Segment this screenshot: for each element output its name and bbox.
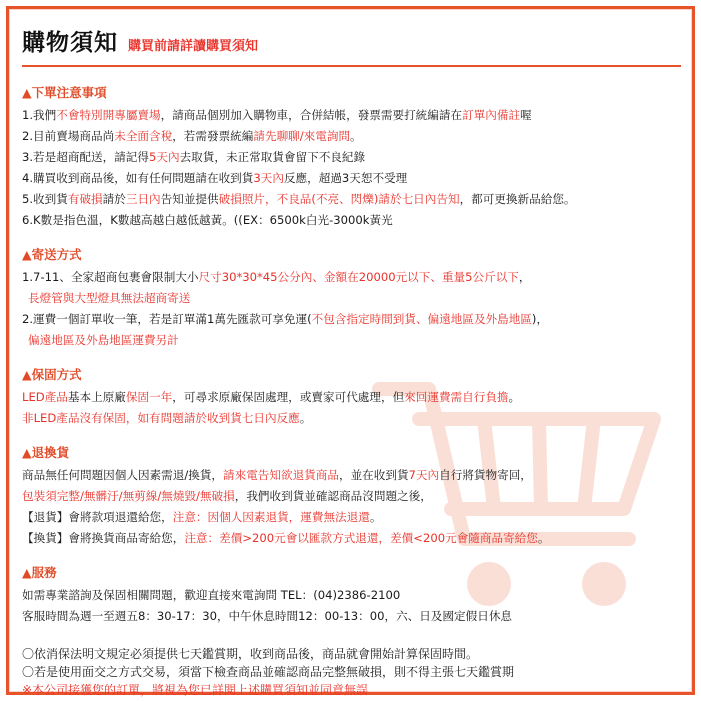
section-warranty	[22, 365, 687, 429]
returns-line-1: 商品無任何問題因個人因素需退/換貨，請來電告知欲退貨商品，並在收到貨7天內自行將貨物寄回，	[22, 468, 532, 482]
shipping-line-3: 2.運費一個訂單收一筆，若是訂單滿1萬先匯款可享免運(不包含指定時間到貨、偏遠地區及外島地區)，	[22, 312, 549, 326]
service-line-1: 如需專業諮詢及保固相關問題，歡迎直接來電詢問 TEL：(04)2386-2100	[22, 588, 401, 602]
section-returns	[22, 443, 687, 549]
order-line-4: 4.購買收到商品後，如有任何問題請在收到貨3天內反應，超過3天恕不受理	[22, 171, 408, 185]
section-order-notes	[22, 83, 687, 231]
shipping-line-4: 偏遠地區及外島地區運費另計	[28, 333, 179, 347]
page-subtitle: 購買前請詳讀購買須知	[128, 39, 259, 54]
returns-line-2: 包裝須完整/無髒汙/無剪線/無燒毀/無破損，我們收到貨並確認商品沒問題之後，	[22, 489, 432, 503]
order-line-1: 1.我們不會特別開專屬賣場，請商品個別加入購物車，合併結帳，發票需要打統編請在訂單內備註喔	[22, 108, 532, 122]
shipping-line-2: 長燈管與大型燈具無法超商寄送	[28, 291, 191, 305]
note-face-to-face: 〇若是使用面交之方式交易，須當下檢查商品並確認商品完整無破損，則不得主張七天鑑賞期	[22, 665, 515, 679]
page-title: 購物須知	[22, 30, 118, 56]
returns-line-4: 【換貨】會將換貨商品寄給您，注意：差價>200元會以匯款方式退還，差價<200元會隨商品寄給您。	[22, 531, 550, 545]
section-service	[22, 563, 687, 627]
returns-line-3: 【退貨】會將款項退還給您，注意：因個人因素退貨，運費無法退還。	[22, 510, 382, 524]
policy-notes	[22, 645, 687, 699]
shipping-line-1: 1.7-11、全家超商包裹會限制大小尺寸30*30*45公分內、金額在20000元以下、重量5公斤以下，	[22, 270, 531, 284]
section-heading: ▲寄送方式	[22, 247, 82, 262]
section-heading: ▲服務	[22, 565, 57, 580]
order-line-3: 3.若是超商配送，請記得5天內去取貨，未正常取貨會留下不良紀錄	[22, 150, 366, 164]
title-divider	[22, 65, 681, 67]
service-line-2: 客服時間為週一至週五8：30-17：30，中午休息時間12：00-13：00，六、日及國定假日休息	[22, 609, 513, 623]
warranty-line-1: LED產品基本上原廠保固一年，可尋求原廠保固處理，或賣家可代處理，但來回運費需自行負擔。	[22, 390, 521, 404]
title-row	[22, 24, 687, 57]
section-shipping	[22, 245, 687, 351]
order-line-5: 5.收到貨有破損請於三日內告知並提供破損照片，不良品(不亮、閃爍)請於七日內告知，都可更換新品給您。	[22, 192, 576, 206]
order-line-6: 6.K數是指色溫，K數越高越白越低越黃。((EX：6500k白光-3000k黃光	[22, 213, 393, 227]
notice-content	[22, 14, 687, 699]
section-heading: ▲退換貨	[22, 445, 70, 460]
warranty-line-2: 非LED產品沒有保固，如有問題請於收到貨七日內反應。	[22, 411, 312, 425]
section-heading: ▲下單注意事項	[22, 85, 107, 100]
section-heading: ▲保固方式	[22, 367, 82, 382]
order-line-2: 2.目前賣場商品尚未全面含稅，若需發票統編請先聊聊/來電詢問。	[22, 129, 362, 143]
note-agreement: ※本公司接獲您的訂單，將視為您已詳閱上述購買須知並同意無誤	[22, 683, 369, 697]
note-return-policy: 〇依消保法明文規定必須提供七天鑑賞期，收到商品後，商品就會開始計算保固時間。	[22, 647, 479, 661]
